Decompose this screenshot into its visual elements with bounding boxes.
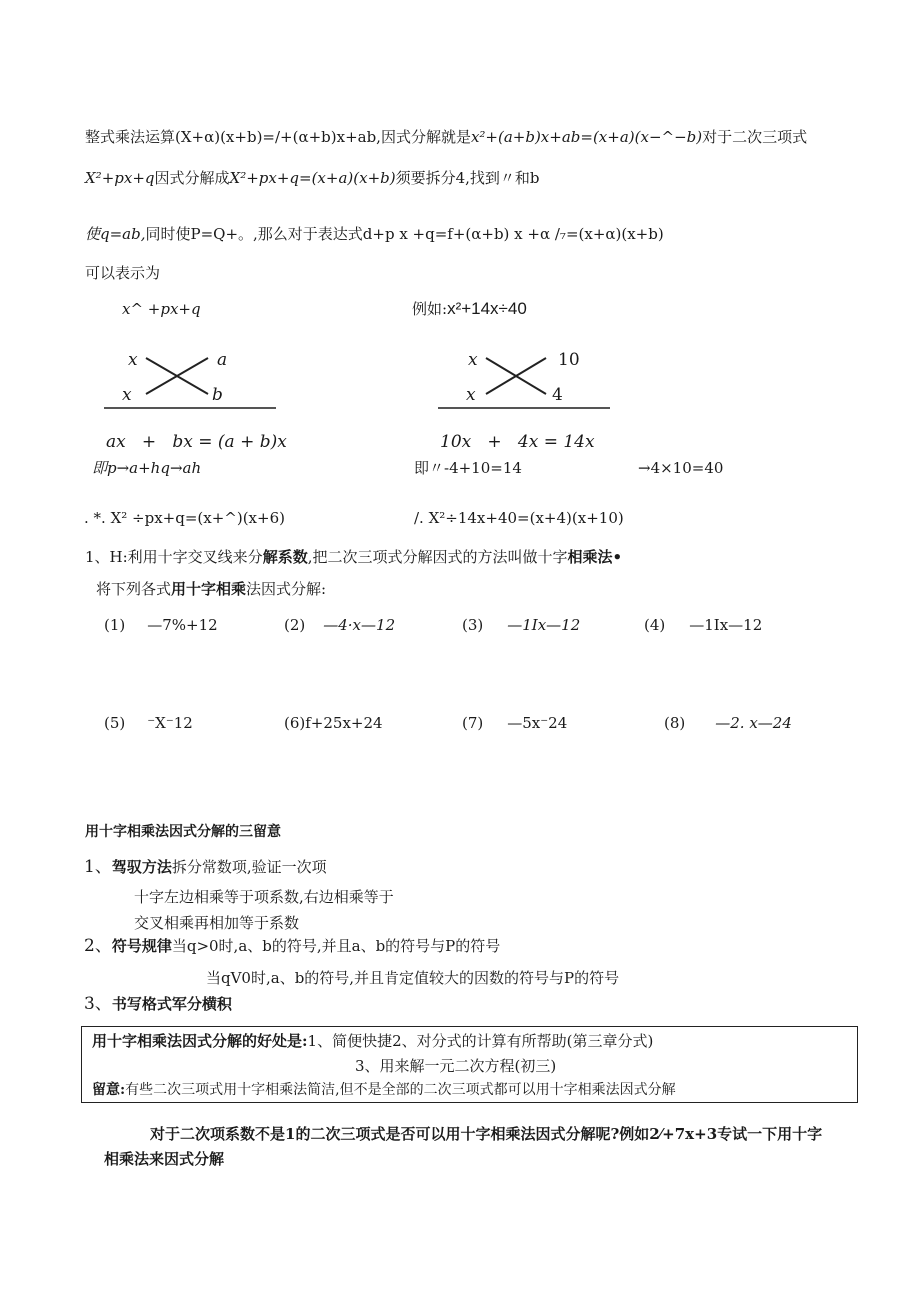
right-caption-prefix: 例如: xyxy=(412,300,448,318)
exercise-8 xyxy=(664,714,792,732)
note-3-bold: 书写格式军分横积 xyxy=(111,995,232,1013)
intro-line-4: 可以表示为 xyxy=(85,264,161,282)
intro-line-2-d: 须要拆分4,找到〃和b xyxy=(395,169,540,187)
intro-line-1-a: 整式乘法运算(X+α)(x+b)=/+(α+b)x+ab,因式分解就是 xyxy=(85,128,471,146)
right-rule xyxy=(438,407,610,409)
exercise-3-num: (3) xyxy=(462,616,484,634)
question-line-1: 对于二次项系数不是1的二次三项式是否可以用十字相乘法因式分解呢?例如2⁄+7x+3专试一下用十字 xyxy=(150,1125,823,1143)
intro-line-2 xyxy=(85,169,540,187)
intro-line-3-a: 使q=ab, xyxy=(85,225,146,243)
box-line-2: 3、用来解一元二次方程(初三) xyxy=(355,1057,557,1075)
left-sum: ax + bx = (a + b)x xyxy=(106,432,287,452)
left-conclusion: 即p→a+hq→ah xyxy=(92,459,202,477)
right-cross-lines xyxy=(480,352,560,402)
intro-line-2-b: 因式分解成 xyxy=(154,169,230,187)
box-line-3-text: 有些二次三项式用十字相乘法简洁,但不是全部的二次三项式都可以用十字相乘法因式分解 xyxy=(125,1082,676,1098)
right-conclusion-a: 即〃-4+10=14 xyxy=(414,459,522,477)
intro-line-1-c: 对于二次三项式 xyxy=(702,128,808,146)
right-conclusion-b: →4×10=40 xyxy=(638,459,724,477)
exercise-5-num: (5) xyxy=(104,714,126,732)
note-1-bold: 驾驭方法 xyxy=(111,858,172,876)
box-line-1-text: 1、简便快捷2、对分式的计算有所帮助(第三章分式) xyxy=(307,1032,654,1050)
note-3-num: 3、 xyxy=(84,994,112,1014)
result-left: . *. X² ÷px+q=(x+^)(x+6) xyxy=(84,509,285,527)
definition-bold-1: 解系数 xyxy=(262,548,308,566)
note-2-num: 2、 xyxy=(84,936,112,956)
left-tr: a xyxy=(217,350,228,370)
intro-line-3-b: 同时使P=Q+。,那么对于表达式d+p x +q=f+(α+b) x +α /₇=(x+α)(x+b) xyxy=(145,225,664,243)
note-2-sub: 当qV0时,a、b的符号,并且肯定值较大的因数的符号与P的符号 xyxy=(206,969,620,987)
definition-prefix: 1、H:利用十字交叉线来分 xyxy=(85,548,263,566)
exercise-4 xyxy=(644,616,762,634)
exercise-1-expr: —7%+12 xyxy=(147,616,218,634)
box-line-3 xyxy=(92,1081,676,1099)
exercise-4-num: (4) xyxy=(644,616,666,634)
note-2-bold: 符号规律 xyxy=(111,937,172,955)
exercise-intro-a: 将下列各式 xyxy=(96,580,172,598)
left-caption: x^ +px+q xyxy=(122,300,201,318)
exercise-6 xyxy=(284,714,383,732)
intro-line-2-formula: X²+px+q=(x+a)(x+b) xyxy=(229,169,396,187)
intro-line-1 xyxy=(85,128,807,146)
exercise-2 xyxy=(284,616,395,634)
definition xyxy=(85,548,622,566)
right-caption xyxy=(412,300,527,318)
note-1-sub-2: 交叉相乘再相加等于系数 xyxy=(134,914,300,932)
exercise-8-num: (8) xyxy=(664,714,686,732)
right-sum: 10x + 4x = 14x xyxy=(440,432,595,452)
left-tl: x xyxy=(128,350,138,370)
exercise-6-expr: f+25x+24 xyxy=(305,714,383,732)
note-1 xyxy=(84,858,327,876)
exercise-7-expr: —5x⁻24 xyxy=(507,714,568,732)
exercise-intro xyxy=(96,580,326,598)
note-1-num: 1、 xyxy=(84,857,112,877)
right-bl: x xyxy=(466,385,476,405)
exercise-4-expr: —1Ix—12 xyxy=(689,616,763,634)
box-line-1 xyxy=(92,1032,653,1050)
exercise-7 xyxy=(462,714,567,732)
left-bl: x xyxy=(122,385,132,405)
intro-line-1-formula: x²+(a+b)x+ab=(x+a)(x−^−b) xyxy=(470,128,703,146)
right-caption-expr: x²+14x÷40 xyxy=(447,299,527,318)
result-right: /. X²÷14x+40=(x+4)(x+10) xyxy=(414,509,624,527)
exercise-2-num: (2) xyxy=(284,616,306,634)
exercise-3 xyxy=(462,616,580,634)
note-3 xyxy=(84,995,232,1013)
exercise-7-num: (7) xyxy=(462,714,484,732)
note-2-text: 当q>0时,a、b的符号,并且a、b的符号与P的符号 xyxy=(171,937,501,955)
exercise-intro-bold: 用十字相乘 xyxy=(171,580,247,598)
right-tr: 10 xyxy=(558,350,580,370)
exercise-3-expr: —1Ix—12 xyxy=(507,616,581,634)
exercise-1 xyxy=(104,616,218,634)
exercise-5 xyxy=(104,714,193,732)
left-cross-lines xyxy=(140,352,220,402)
exercise-5-expr: ⁻X⁻12 xyxy=(147,714,193,732)
exercise-6-num: (6) xyxy=(284,714,306,732)
notes-title: 用十字相乘法因式分解的三留意 xyxy=(85,824,281,840)
box-line-3-bold: 留意: xyxy=(92,1082,126,1098)
intro-line-3 xyxy=(85,225,664,243)
note-1-text: 拆分常数项,验证一次项 xyxy=(171,858,327,876)
exercise-8-expr: —2. x—24 xyxy=(715,714,792,732)
left-br: b xyxy=(212,385,223,405)
intro-line-2-a: X²+px+q xyxy=(85,169,155,187)
exercise-intro-b: 法因式分解: xyxy=(246,580,327,598)
note-1-sub-1: 十字左边相乘等于项系数,右边相乘等于 xyxy=(134,888,394,906)
definition-bold-2: 相乘法• xyxy=(567,548,623,566)
note-2 xyxy=(84,937,500,955)
box-line-1-bold: 用十字相乘法因式分解的好处是: xyxy=(92,1032,308,1050)
exercise-2-expr: —4·x—12 xyxy=(323,616,396,634)
left-rule xyxy=(104,407,276,409)
definition-mid: ,把二次三项式分解因式的方法叫做十字 xyxy=(307,548,568,566)
exercise-1-num: (1) xyxy=(104,616,126,634)
right-tl: x xyxy=(468,350,478,370)
right-br: 4 xyxy=(552,385,563,405)
question-line-2: 相乘法来因式分解 xyxy=(104,1150,225,1168)
